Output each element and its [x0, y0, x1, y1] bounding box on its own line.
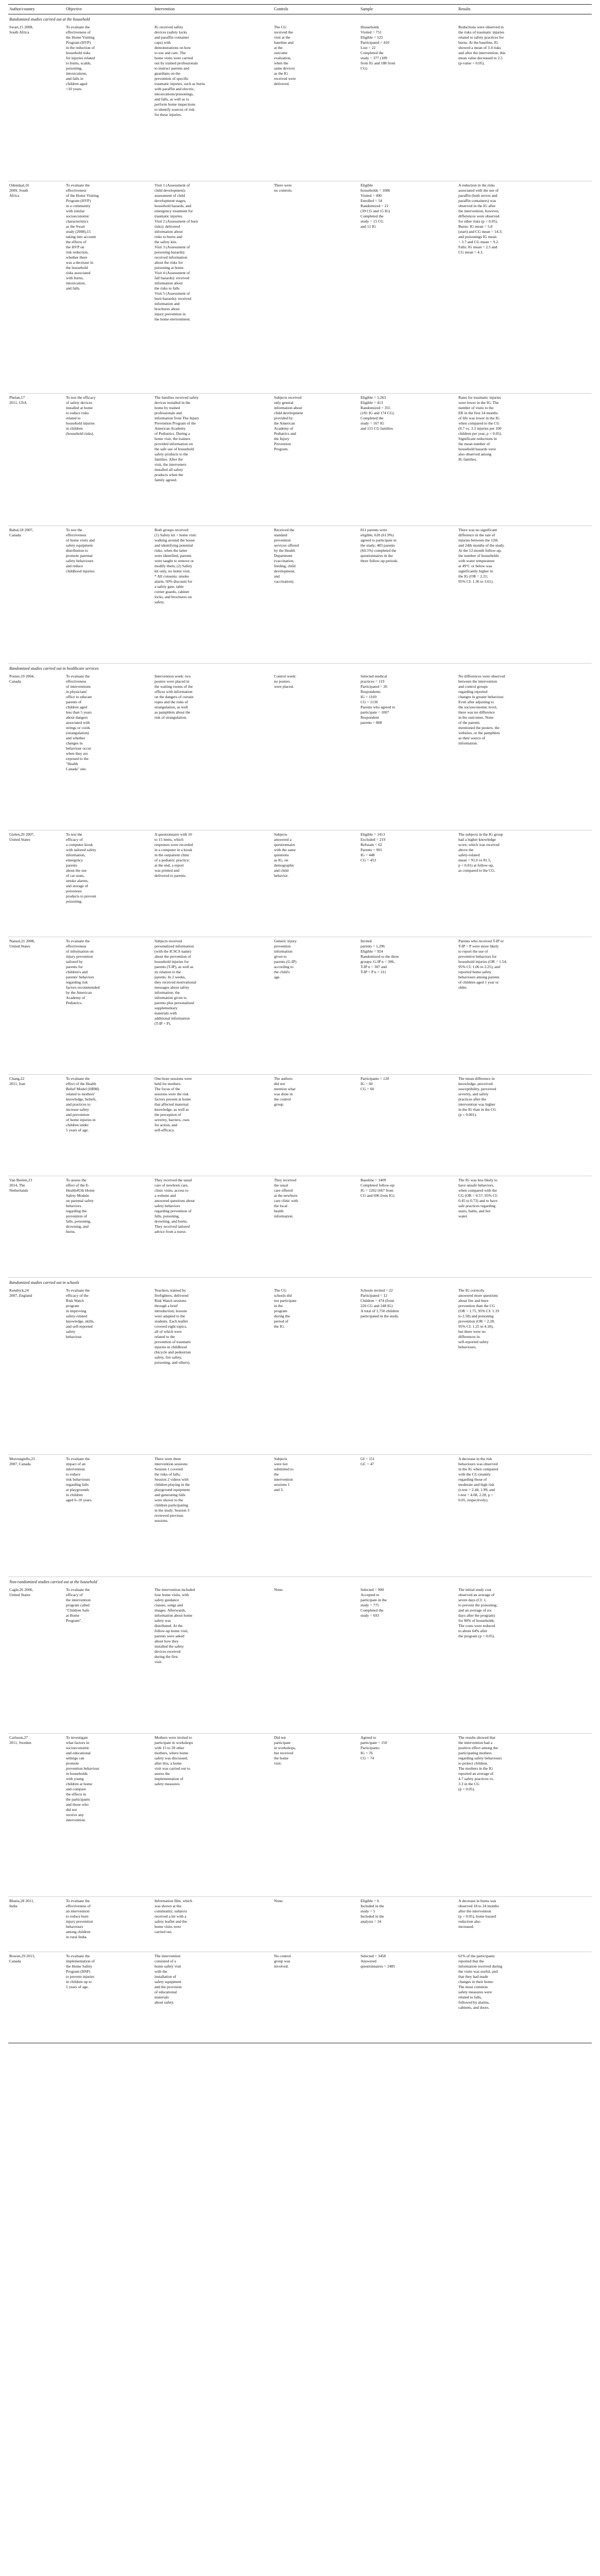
cell-sample: Eligible = 1,263 Eligible = 413 Randomized = 355 (181 IG and 174 CG) Completed the study = 167 IG and 155 CG families [359, 394, 457, 526]
cell-author: Bhatia,28 2011, India [8, 1897, 65, 1952]
cell-objective: To test the effectiveness of home visits and safety equipment distribution to promote parental safety behaviours and reduce childhood injuries. [65, 526, 153, 664]
section-title: Non-randomized studies carried out at the household [9, 1580, 97, 1584]
cell-intervention: One-hour sessions were held for mothers. The focus of the sessions were the risk factors present at home that affected maternal knowledge, as well as the perception of severity, barriers, cues for action, and self-efficacy. [153, 1075, 273, 1176]
section-title: Randomized studies carried out in healthcare services [9, 666, 99, 671]
cell-intervention: There were three intervention sessions: Session 1 covered the risks of falls; Session 2 videos with children playing in the playground equipment and generating falls were shown to the children participating in the study. Session 3 reviewed previous sessions. [153, 1455, 273, 1577]
cell-controls: Control week: no posters were placed. [273, 672, 359, 831]
cell-intervention: The intervention included four home visits, with safety guidance classes, songs and images. Afterwards, information about home safety was distributed. At the follow-up home visit, parents were asked about how they installed the safety devices received during the first visit. [153, 1586, 273, 1734]
cell-intervention: Subjects received personalized information (with the ICSCS name) about the prevention of household injuries for parents (T-IP), as well as its relation to the parents. In 2 weeks, they received motivational messages about safety information; the information given to parents plus personalized supplementary materials with additional information (T-IP + P). [153, 937, 273, 1075]
header-row [8, 5, 592, 14]
cell-controls: None. [273, 1897, 359, 1952]
cell-intervention: A questionnaire with 10 to 15 items, which responses were recorded in a computer in a kiosk in the outpatient clinic of a pediatric practice; at the end, a report was printed and delivered to parents. [153, 831, 273, 937]
evidence-table [8, 4, 592, 2043]
cell-objective: To evaluate the efficacy of the intervention program called "Children Safe at Home Program". [65, 1586, 153, 1734]
cell-results: 61% of the participants reported that the information received during the visits was useful, and that they had made changes in their home. The most common safety measures were related to falls, followed by alarms, cabinets, and doors. [457, 1952, 592, 2043]
table-row [8, 1952, 592, 2043]
cell-sample: Selected = 900 Accepted to participate in the study = 775 Completed the study = 693 [359, 1586, 457, 1734]
table-row [8, 1734, 592, 1897]
cell-author: Bowen,29 2013, Canada [8, 1952, 65, 2043]
cell-intervention: IG received safety devices (safety locks and paraffin container caps) with demonstrations on how to use and care. The home visits were carried out by trained professionals to instruct parents and guardians on the prevention of specific traumatic injuries, such as burns with paraffin and electric, intoxications/poisonings, and falls, as well as to perform home inspections to identify sources of risk for these injuries. [153, 23, 273, 181]
cell-objective: To evaluate the effect of the Health Belief Model (HBM) related to mothers' knowledge, beliefs, and practices to increase safety and prevention of home injuries in children under 5 years of age. [65, 1075, 153, 1176]
cell-controls: Subjects received only general information about child development provided by the American Academy of Pediatrics and the Injury Prevention Program. [273, 394, 359, 526]
cell-sample: Baseline = 1409 Completed follow-up: IG = 1202 (667 from CG and 696 from IG) [359, 1176, 457, 1278]
cell-results: The initial study cost observed an average of seven days (CI: 1, to prevent the poisoning; and an average of six days after the program) for 90% of households. The costs were reduced to about 64% after the program (p < 0.05). [457, 1586, 592, 1734]
section-heading [8, 1577, 592, 1586]
cell-controls: Received the standard prevention services offered by the Health Department (vaccination, feeding, child development, and vaccination). [273, 526, 359, 664]
cell-results: The mean difference in knowledge, perceived susceptibility, perceived severity, and safety practices after the intervention was higher in the IG than in the CG (p < 0.001). [457, 1075, 592, 1176]
table-row [8, 1586, 592, 1734]
cell-sample: Selected medical practices = 119 Participated = 26 Respondents IG = 1169 CG = 1130 Parents who agreed to participate = 1007 Respondent parents = 808 [359, 672, 457, 831]
cell-sample: Invited parents = 1,296 Eligible = 924 Randomized to the three groups: G-IP n = 306, T-IP n = 307 and T-IP + P n = 311 [359, 937, 457, 1075]
cell-objective: To investigate what factors in socioeconomic and educational settings can promote prevention behaviour in households with young children at home and compare the effects in the participants and those who did not receive any intervention. [65, 1734, 153, 1897]
cell-author: Chang,22 2011, Iran [8, 1075, 65, 1176]
cell-objective: To test the efficacy of a computer kiosk with tailored safety information, emergency parents about the use of car seats, smoke alarms, and storage of poisonous products to prevent poisoning. [65, 831, 153, 937]
cell-intervention: Visit 1 (Assessment of child development): assessment of child development stages, household hazards, and emergency treatment for traumatic injuries. Visit 2 (Assessment of burn risks): delivered information about risks to burns and the safety kits. Visit 3 (Assessment of poisoning hazards): received information about the risks for poisoning at home. Visit 4 (Assessment of fall hazards): received information about the risks to falls. Visit 5 (Assessment of burn hazards): received information and brochures about injury prevention in the home environment. [153, 181, 273, 394]
header-author: Author/country [8, 5, 65, 14]
header-objective: Objective [65, 5, 153, 14]
header-controls: Controls [273, 5, 359, 14]
cell-intervention: Both groups received: (1) Safety kit + home visit: walking around the house and identifying potential risks; when the latter were identified, parents were taught to remove or modify them; (2) Safety kit only, no home visit. * All consents: smoke alarm, 50% discount for a safety gate, table corner guards, cabinet locks, and brochures on safety. [153, 526, 273, 664]
cell-sample: Participants = 120 IG = 60 CG = 60 [359, 1075, 457, 1176]
table-row [8, 181, 592, 394]
cell-controls: The CG schools did not participate in the program during the period of the IG. [273, 1286, 359, 1455]
cell-results: The subjects in the IG group had a higher knowledge score, which was received above the safety-related mean = 91.0 vs 81.5, p < 0.01) at follow-up, as compared to the CG. [457, 831, 592, 937]
cell-intervention: The families received safety devices installed in the home by trained professionals and information from The Injury Prevention Program of the American Academy of Pediatrics. During a home visit, the trainers provided information on the safe use of household safety products to the families. After the visit, the interveners installed all safety products when the family agreed. [153, 394, 273, 526]
cell-objective: To evaluate the implementation of the Home Safety Program (HSP) to prevent injuries in children up to 5 years of age. [65, 1952, 153, 2043]
cell-controls: The authors did not mention what was done in the control group. [273, 1075, 359, 1176]
cell-author: Carlsson,27 2011, Sweden [8, 1734, 65, 1897]
table-row [8, 23, 592, 181]
table-body [8, 14, 592, 2043]
cell-intervention: Mothers were invited to participate in workshops with 15 to 20 other mothers, where home safety was discussed; after this, a home visit was carried out to assess the implementation of safety measures. [153, 1734, 273, 1897]
section-heading [8, 14, 592, 24]
cell-author: Gielen,20 2007, United States [8, 831, 65, 937]
table-header [8, 5, 592, 14]
section-title: Randomized studies carried out at the household [9, 17, 90, 22]
cell-results: The IG correctly answered more questions about fire and burn prevention than the CG (OR = 1.75, 95% CI: 1.19 to 2.58) and poisoning prevention (OR = 2.28, 95% CI: 1.25 to 4.18), but there were no differences in self-reported safety behaviours. [457, 1286, 592, 1455]
cell-objective: To evaluate the efficacy of the Risk Watch program in improving safety-related knowledge, skills, and self-reported safety behaviour. [65, 1286, 153, 1455]
header-intervention: Intervention [153, 5, 273, 14]
cell-sample: Eligible = 1413 Excluded = 219 Refusals = 62 Parents = 901 IG = 448 CG = 453 [359, 831, 457, 937]
section-heading [8, 664, 592, 673]
cell-objective: To test the efficacy of safety devices installed at home to reduce risks related to household injuries in children (household risks). [65, 394, 153, 526]
cell-objective: To evaluate the effectiveness of interventions in physicians' office to educate parents of children aged less than 5 years about dangers associated with strings or cords (strangulation) and whether changes in behaviour occur when they are exposed to the "Health Canada" site. [65, 672, 153, 831]
cell-results: Reductions were observed in the risks of traumatic injuries related to safety practices for burns. At the baseline, IG showed a mean of 3.4 risks and after the intervention, this mean value decreased to 2.5 (p-value < 0.05). [457, 23, 592, 181]
section-heading [8, 1278, 592, 1287]
cell-objective: To evaluate the effectiveness of an intervention to reduce burn injury prevention behaviours among children in rural India. [65, 1897, 153, 1952]
cell-sample: Households Visited = 751 Eligible = 525 Participated = 410 Lost = 22 Completed the study = 377 (189 from IG and 188 from CG) [359, 23, 457, 181]
cell-controls: There were no controls. [273, 181, 359, 394]
cell-intervention: Intervention week: two posters were placed in the waiting rooms of the offices with information on the dangers of curtain ropes and the risks of strangulation, as well as pamphlets about the risk of strangulation. [153, 672, 273, 831]
cell-sample: 811 parents were eligible; 620 (61.9%) agreed to participate in the study; 483 parents (60.5%) completed the questionnaires in the three follow-up periods. [359, 526, 457, 664]
cell-author: Odendaal,16 2009, South Africa [8, 181, 65, 394]
header-sample: Sample [359, 5, 457, 14]
cell-controls: They received the usual care offered at the newborn care clinic with the local health information. [273, 1176, 359, 1278]
table-row [8, 1455, 592, 1577]
cell-objective: To evaluate the effectiveness of information on injury prevention tailored by parents for children's and parents' behaviors regarding risk factors recommended by the American Academy of Pediatrics. [65, 937, 153, 1075]
cell-author: Van Beelen,23 2014, The Netherlands [8, 1176, 65, 1278]
cell-controls: None. [273, 1586, 359, 1734]
cell-intervention: The intervention consisted of a home safety visit with the installation of safety equipment and the provision of educational materials about safety. [153, 1952, 273, 2043]
cell-sample: Schools invited = 22 Participated = 12 Children = 474 (from 226 CG and 248 IG) A total of 1,750 children participated in the study. [359, 1286, 457, 1455]
cell-author: Posner,19 2004, Canada [8, 672, 65, 831]
cell-controls: Subjects were not submitted to the intervention sessions 1 and 3. [273, 1455, 359, 1577]
section-title: Randomized studies carried out in schools [9, 1280, 79, 1285]
cell-results: The results showed that the intervention had a positive effect among the participating mothers regarding safety behaviours to protect children. The mothers in the IG reported an average of 4.7 safety practices vs. 3.3 in the CG (p < 0.05). [457, 1734, 592, 1897]
cell-intervention: Teachers, trained by firefighters, delivered Risk Watch sessions through a brief introduction; lessons were adapted to the students. Each leaflet covered eight topics, all of which were related to the prevention of traumatic injuries in childhood (bicycle and pedestrian safety, fire safety, poisoning, and others). [153, 1286, 273, 1455]
cell-intervention: They received the usual care of newborn care, clinic visits, access to a website and answered questions about safety behaviors regarding prevention of falls, poisoning, drowning, and burns. They received tailored advice from a nurse. [153, 1176, 273, 1278]
cell-author: Kendrick,24 2007, England [8, 1286, 65, 1455]
cell-controls: The CG received the visit at the baseline and at the outcome evaluation, when the same devices as the IG received were delivered. [273, 23, 359, 181]
cell-results: Parents who received T-IP or T-IP + P were more likely to report the use of preventive behaviors for household injuries (OR = 1.54, 95% CI: 1.06 to 2.25), and reported home safety behaviours among parents of children aged 1 year or older. [457, 937, 592, 1075]
cell-controls: No control group was involved. [273, 1952, 359, 2043]
cell-sample: Selected = 3458 Answered questionnaires = 2485 [359, 1952, 457, 2043]
cell-results: Rates for traumatic injuries were lower in the IG. The number of visits to the ER in the first 24 months of life was lower in the IG when compared to the CG (0.7 vs. 3.3 injuries per 100 children per year, p < 0.05). Significant reductions in the mean number of household hazards were also observed among IG families. [457, 394, 592, 526]
table-row [8, 394, 592, 526]
cell-results: A decrease in the risk behaviours was observed in the IG when compared with the CG (mainly regarding those of moderate and high risk (t-test = 2.44, 1.99, and t-test = 4.68, 2.28, p < 0.05, respectively). [457, 1455, 592, 1577]
cell-author: Cagle,26 2006, United States [8, 1586, 65, 1734]
table-row [8, 672, 592, 831]
cell-results: There was no significant difference in the rate of injuries between the 12th and 24th months of the study. At the 12-month follow-up, the number of households with water temperature at 49°C or below was significantly higher in the IG (OR = 2.21; 95% CI: 1.36 to 3.61). [457, 526, 592, 664]
cell-author: Swart,15 2008, South Africa [8, 23, 65, 181]
cell-sample: Eligible = 6 Included in the study = 5 Included in the analysis = 34 [359, 1897, 457, 1952]
cell-results: A reduction in the risks associated with the use of paraffin (both stoves and paraffin containers) was observed in the IG after the intervention, however, differences were observed for other risks (p < 0.05). Burns: IG mean = 5.8 (start) and CG mean = 14.3; and poisonings IG mean = 3.7 and CG mean = 9.2. Falls: IG mean = 2.5 and CG mean = 4.3. [457, 181, 592, 394]
cell-author: Morrongiello,25 2007, Canada [8, 1455, 65, 1577]
cell-results: No differences were observed between the intervention and control groups regarding reported changes in greater behaviour. Even after adjusting to the socioeconomic level, there was no difference in the outcomes. None of the parents mentioned the posters, the websites, or the pamphlets as their source of information. [457, 672, 592, 831]
cell-controls: Generic injury prevention information given to parents (G-IP) according to the child's age. [273, 937, 359, 1075]
table-row [8, 526, 592, 664]
cell-results: A decrease in burns was observed 18 to 24 months after the intervention (p < 0.05), home hazard reduction also increased. [457, 1897, 592, 1952]
cell-sample: GI = 151 GC = 47 [359, 1455, 457, 1577]
cell-sample: Eligible households = 1086 Visited = 490 Enrolled = 54 Randomized = 21 (39 CG and 15 IG) Completed the study = 15 CG and 11 IG [359, 181, 457, 394]
cell-results: The IG was less likely to have unsafe behaviors, when compared with the CG (OR = 0.57; 95% CI: 0.45 to 0.73) and to have safe practices regarding stairs, baths, and hot water. [457, 1176, 592, 1278]
table-row [8, 1286, 592, 1455]
table-row [8, 831, 592, 937]
cell-objective: To evaluate the effectiveness of the Home Visiting Program (HVP) in a community with similar socioeconomic characteristics as the Swart study (2008),15 taking into account the effects of the HVP on risk reduction, whether there was a decrease in the household risks associated with burns, intoxication, and falls. [65, 181, 153, 394]
cell-objective: To evaluate the impact of an intervention to reduce risk behaviours regarding falls at playgrounds in children aged 6–10 years. [65, 1455, 153, 1577]
cell-controls: Did not participate in workshops, but received the home visit. [273, 1734, 359, 1897]
cell-controls: Subjects answered a questionnaire with the same questions as IG, on demographic and child behavior. [273, 831, 359, 937]
cell-intervention: Information film, which was shown at the community; subjects received a kit with a safety leaflet and the home visits were carried out. [153, 1897, 273, 1952]
cell-author: Phelan,17 2011, USA [8, 394, 65, 526]
cell-objective: To assess the effect of the E- Health4Uth Home Safety Module on parental safety behaviors regarding the prevention of falls, poisoning, drowning, and burns. [65, 1176, 153, 1278]
table-row [8, 1176, 592, 1278]
table-row [8, 1897, 592, 1952]
cell-author: Nansel,21 2008, United States [8, 937, 65, 1075]
table-row [8, 937, 592, 1075]
header-results: Results [457, 5, 592, 14]
cell-sample: Agreed to participate = 150 Participants: IG = 76 CG = 74 [359, 1734, 457, 1897]
table-row [8, 1075, 592, 1176]
cell-author: Babul,18 2007, Canada [8, 526, 65, 664]
cell-objective: To evaluate the effectiveness of the Home Visiting Program (HVP) in the reduction of household risks for injuries related to burns, scalds, poisoning, intoxications, and falls in children aged <10 years. [65, 23, 153, 181]
